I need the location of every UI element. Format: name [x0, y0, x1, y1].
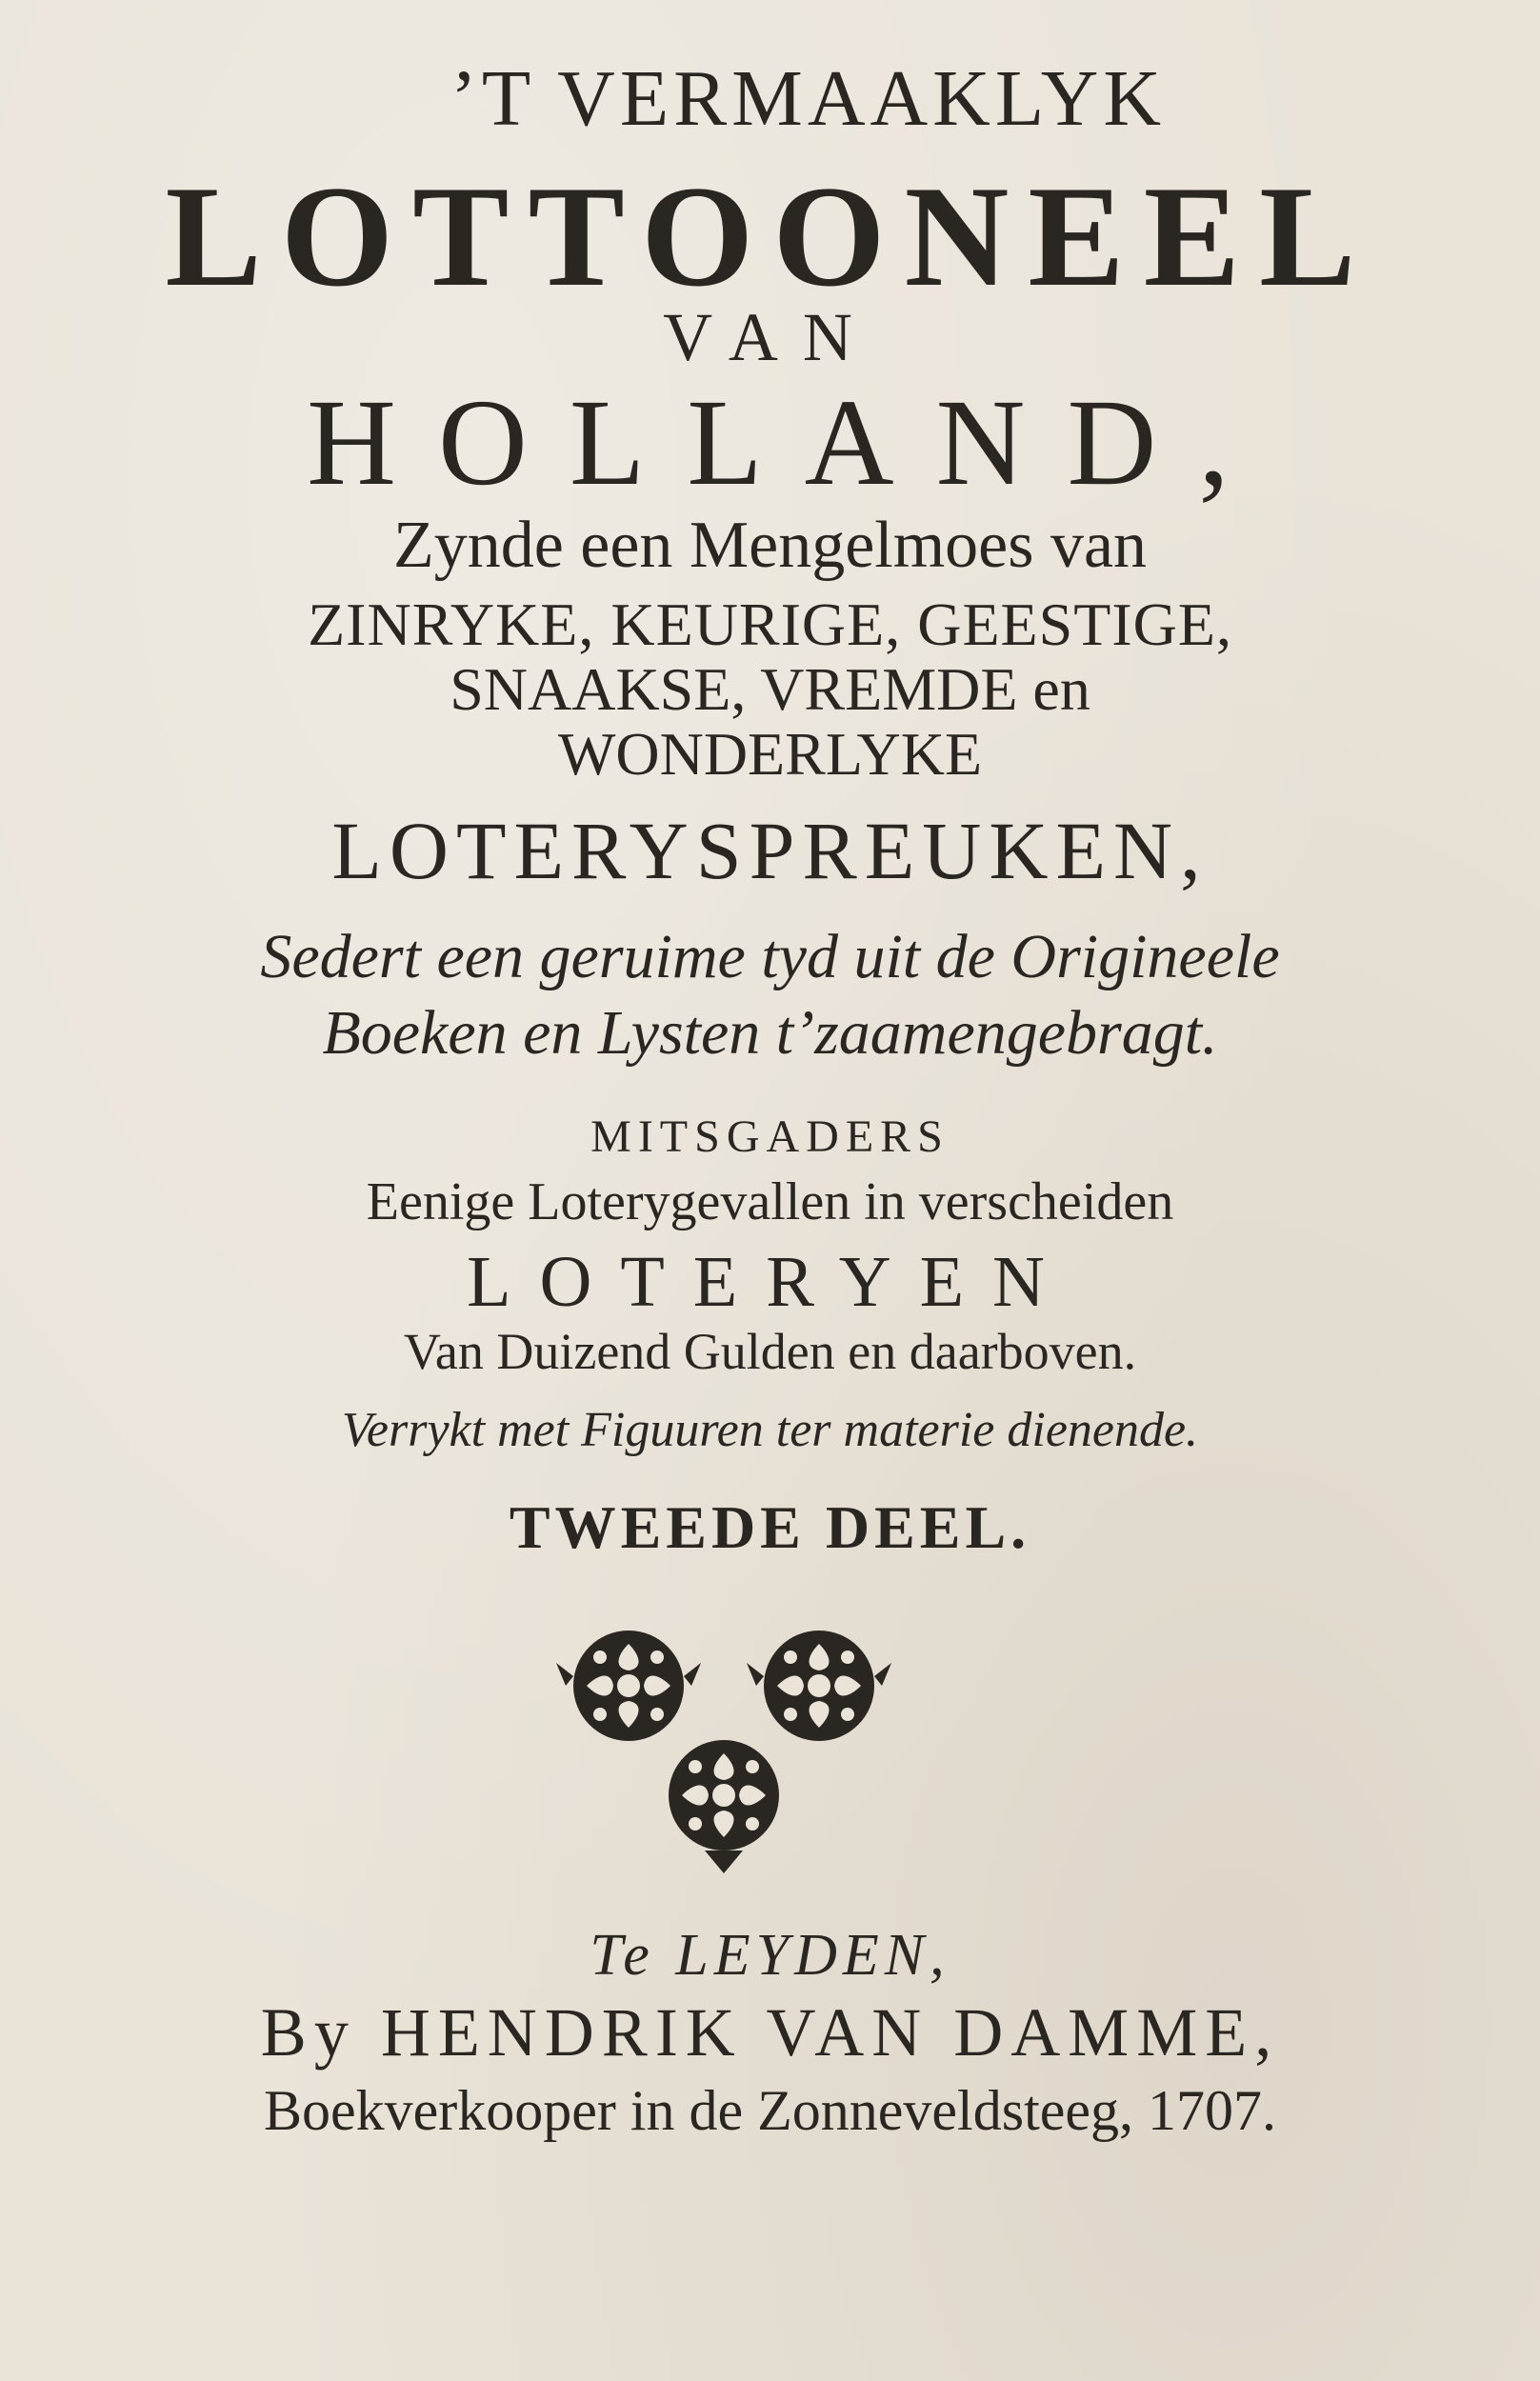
title-line-van: VAN — [663, 299, 877, 375]
subtitle-line-mengelmoes: Zynde een Mengelmoes van — [392, 509, 1148, 582]
line-loterygevallen: Eenige Loterygevallen in verscheiden — [366, 1172, 1174, 1231]
italic-line-sedert: Sedert een geruime tyd uit de Origineele — [260, 922, 1280, 991]
three-roses-ornament-icon — [552, 1610, 914, 1876]
title-line-vermaaklyk: ’T VERMAAKLYK — [450, 54, 1167, 143]
subtitle-line-zinryke: ZINRYKE, KEURIGE, GEESTIGE, — [308, 590, 1232, 658]
title-line-lottooneel: LOTTOONEEL — [165, 156, 1375, 316]
line-tweede-deel: TWEEDE DEEL. — [509, 1493, 1031, 1561]
line-loteryen: LOTERYEN — [467, 1242, 1073, 1322]
subtitle-line-snaakse: SNAAKSE, VREMDE en — [450, 655, 1090, 723]
imprint-address: Boekverkooper in de Zonneveldsteeg, 1707. — [263, 2079, 1277, 2142]
italic-line-boeken: Boeken en Lysten t’zaamengebragt. — [322, 998, 1218, 1068]
line-mitsgaders: MITSGADERS — [590, 1111, 950, 1162]
imprint-printer: By HENDRIK VAN DAMME, — [260, 1994, 1280, 2071]
italic-line-verrykt: Verrykt met Figuuren ter materie dienende. — [341, 1403, 1199, 1457]
line-duizend-gulden: Van Duizend Gulden en daarboven. — [403, 1323, 1137, 1380]
subtitle-line-loteryspreuken: LOTERYSPREUKEN, — [331, 805, 1209, 896]
subtitle-line-wonderlyke: WONDERLYKE — [557, 720, 983, 788]
title-line-holland: HOLLAND, — [307, 374, 1271, 511]
imprint-place: Te LEYDEN, — [590, 1923, 950, 1988]
